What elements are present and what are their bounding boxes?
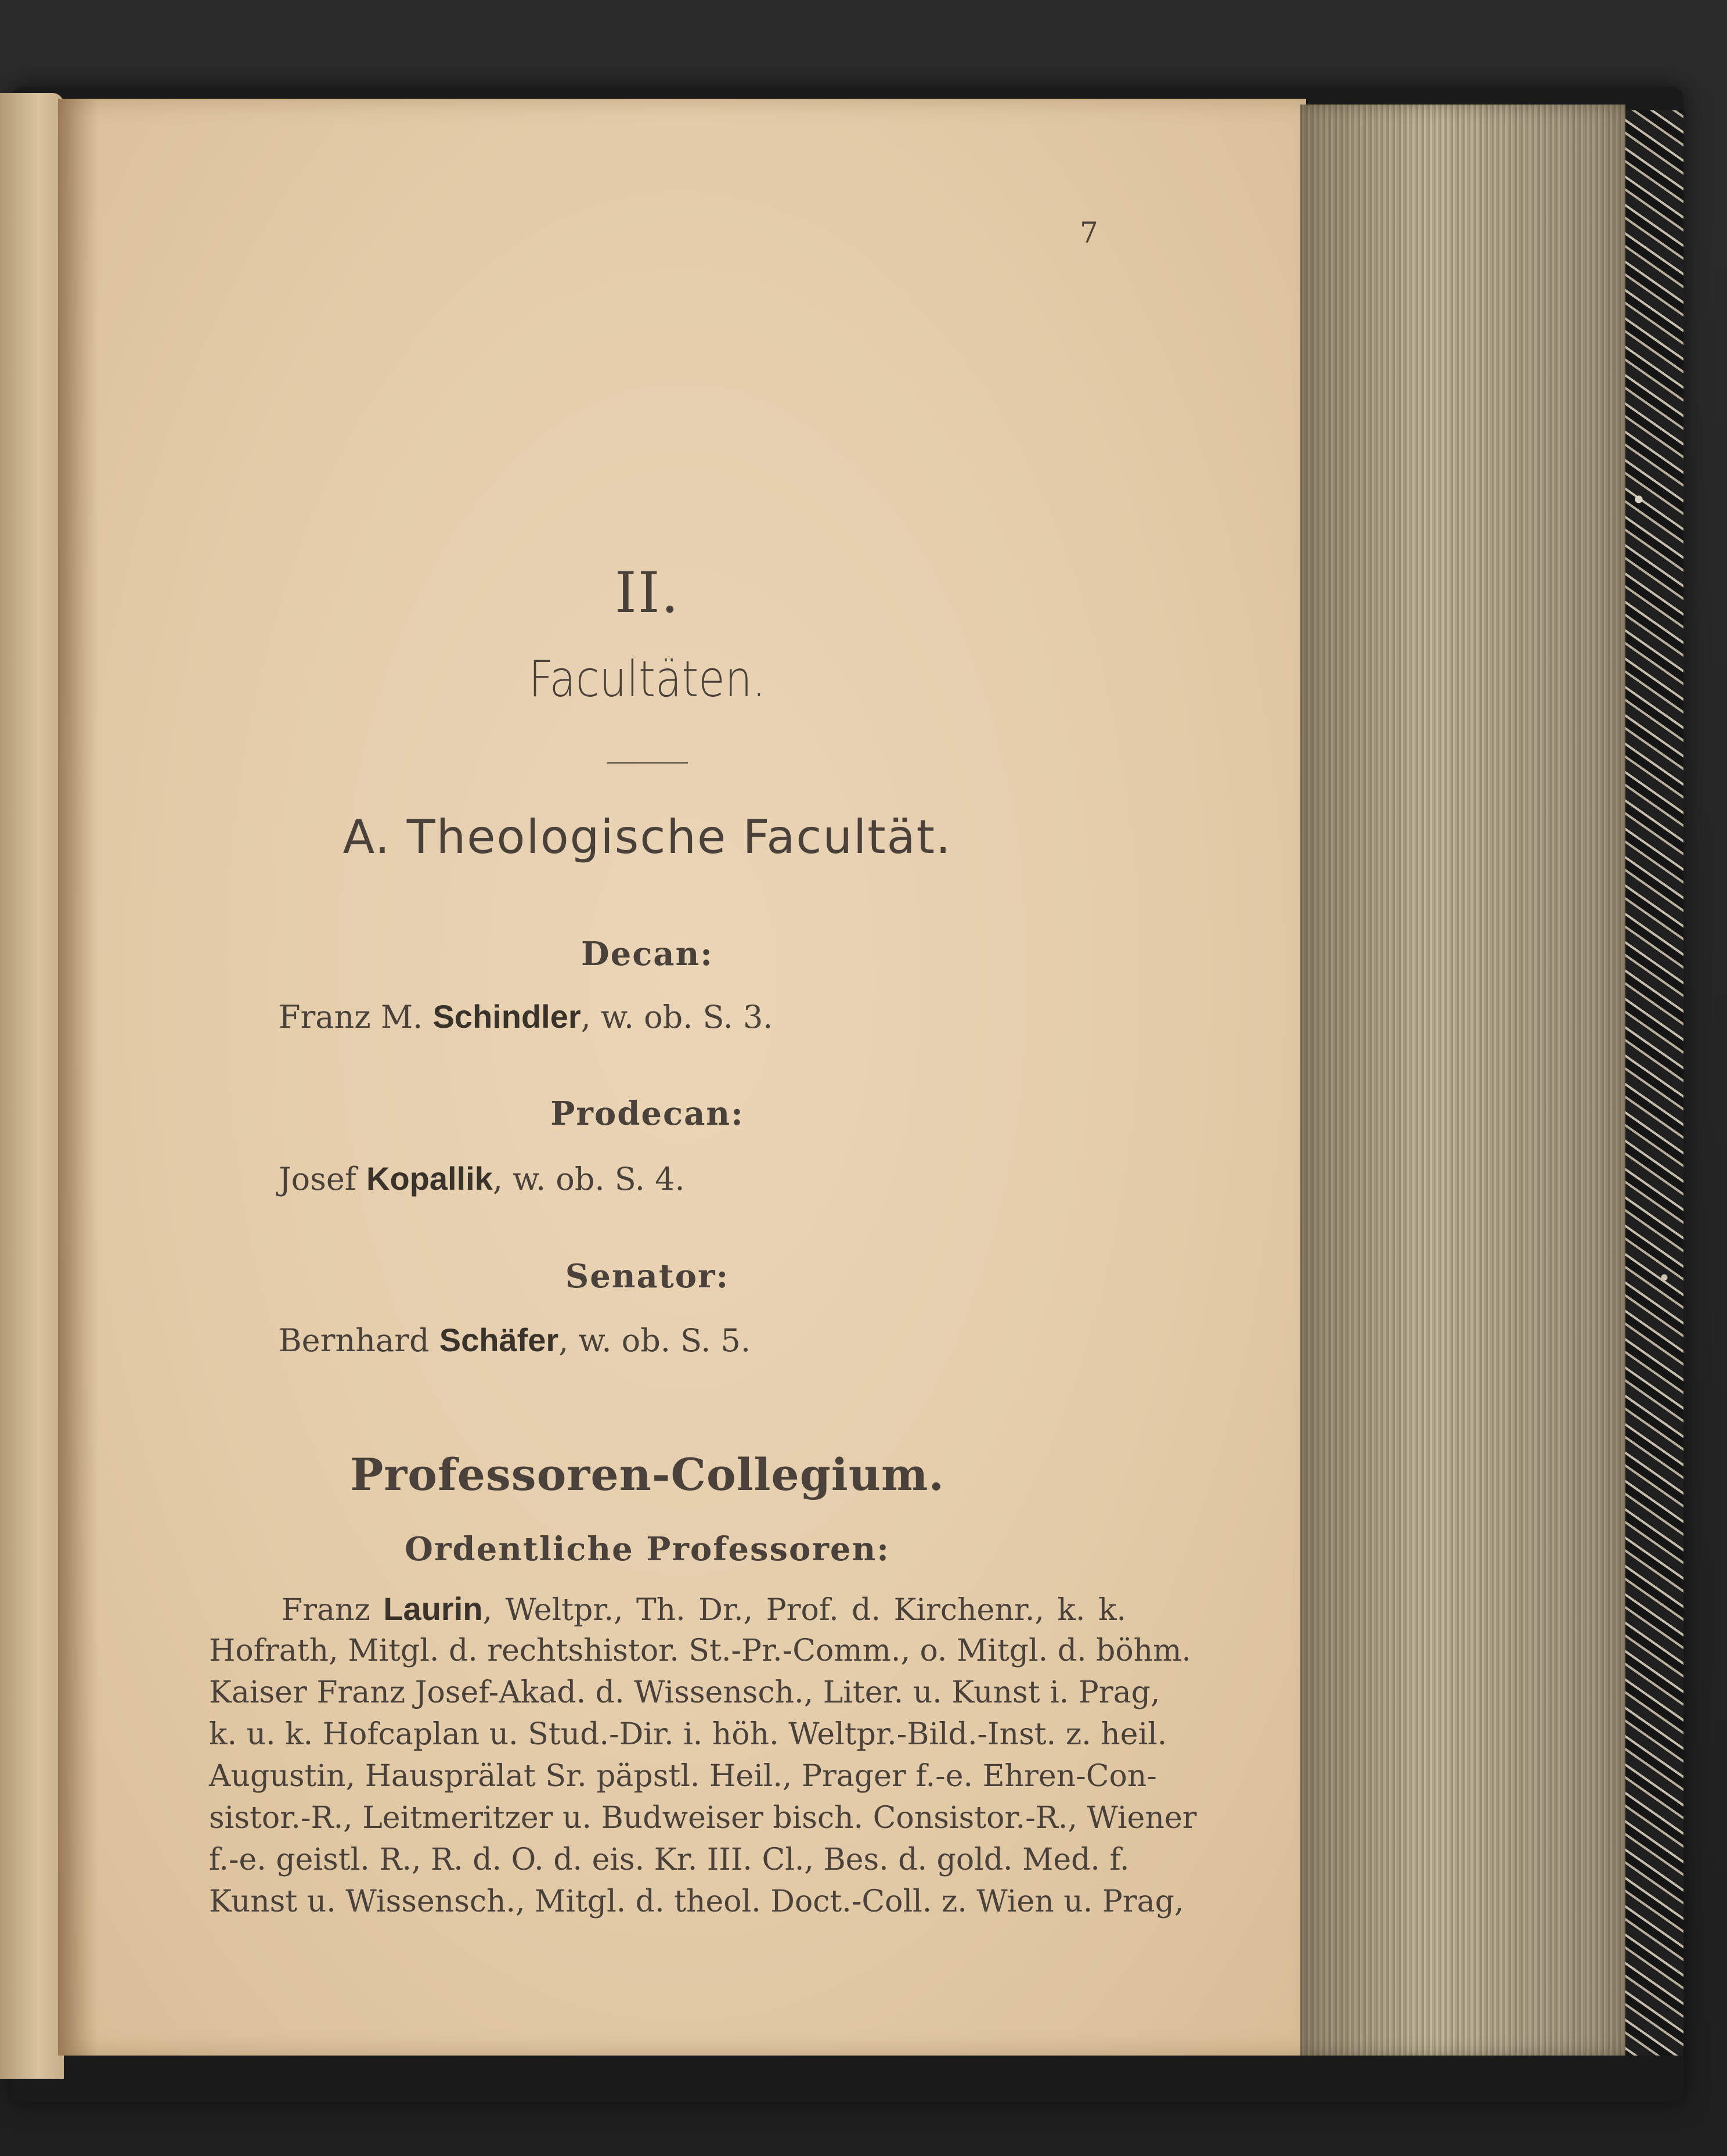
left-page-edge (0, 93, 64, 2079)
entry-line-1 (209, 1588, 1126, 1630)
senator-label: Senator: (565, 1257, 730, 1295)
decan-surname: Schindler (432, 998, 581, 1035)
entry-line: Augustin, Hausprälat Sr. päpstl. Heil., Prager f.-e. Ehren-Con- (209, 1759, 1157, 1794)
professor-first-name: Franz (282, 1593, 370, 1628)
prodecan-surname: Kopallik (366, 1160, 493, 1197)
faculty-title: A. Theologische Facultät. (342, 810, 952, 864)
senator-entry (279, 1321, 751, 1359)
decan-entry (279, 998, 773, 1035)
decan-reference: , w. ob. S. 3. (581, 999, 773, 1035)
senator-reference: , w. ob. S. 5. (558, 1322, 751, 1359)
page-number: 7 (1080, 216, 1098, 250)
marbled-cover-edge (1620, 110, 1683, 2056)
professor-entry (209, 1588, 1197, 1923)
entry-line: Kaiser Franz Josef-Akad. d. Wissensch., Liter. u. Kunst i. Prag, (209, 1675, 1160, 1710)
decan-label: Decan: (581, 935, 713, 973)
senator-first-name: Bernhard (279, 1322, 430, 1359)
entry-line: k. u. k. Hofcaplan u. Stud.-Dir. i. höh. Weltpr.-Bild.-Inst. z. heil. (209, 1717, 1167, 1752)
collegium-title: Professoren-Collegium. (350, 1449, 944, 1500)
prodecan-entry (279, 1160, 685, 1197)
professor-line1-rest: , Weltpr., Th. Dr., Prof. d. Kirchenr., k. k. (482, 1593, 1127, 1628)
entry-line: f.-e. geistl. R., R. d. O. d. eis. Kr. III. Cl., Bes. d. gold. Med. f. (209, 1842, 1130, 1877)
divider-rule (607, 762, 688, 764)
prodecan-first-name: Josef (279, 1161, 356, 1197)
entry-line: Kunst u. Wissensch., Mitgl. d. theol. Doct.-Coll. z. Wien u. Prag, (209, 1884, 1184, 1919)
page-block-shade (1300, 105, 1625, 2056)
part-title: Facultäten. (528, 650, 766, 708)
senator-surname: Schäfer (439, 1322, 559, 1358)
entry-line: sistor.-R., Leitmeritzer u. Budweiser bisch. Consistor.-R., Wiener (209, 1801, 1197, 1835)
entry-line: Hofrath, Mitgl. d. rechtshistor. St.-Pr.-Comm., o. Mitgl. d. böhm. (209, 1633, 1191, 1668)
prodecan-reference: , w. ob. S. 4. (492, 1161, 685, 1197)
prodecan-label: Prodecan: (550, 1095, 744, 1133)
decan-first-name: Franz M. (279, 999, 423, 1035)
part-number: II. (614, 560, 680, 625)
page-gutter-shadow (58, 99, 99, 2056)
ordentliche-professoren-label: Ordentliche Professoren: (405, 1530, 890, 1568)
professor-surname: Laurin (383, 1590, 483, 1627)
